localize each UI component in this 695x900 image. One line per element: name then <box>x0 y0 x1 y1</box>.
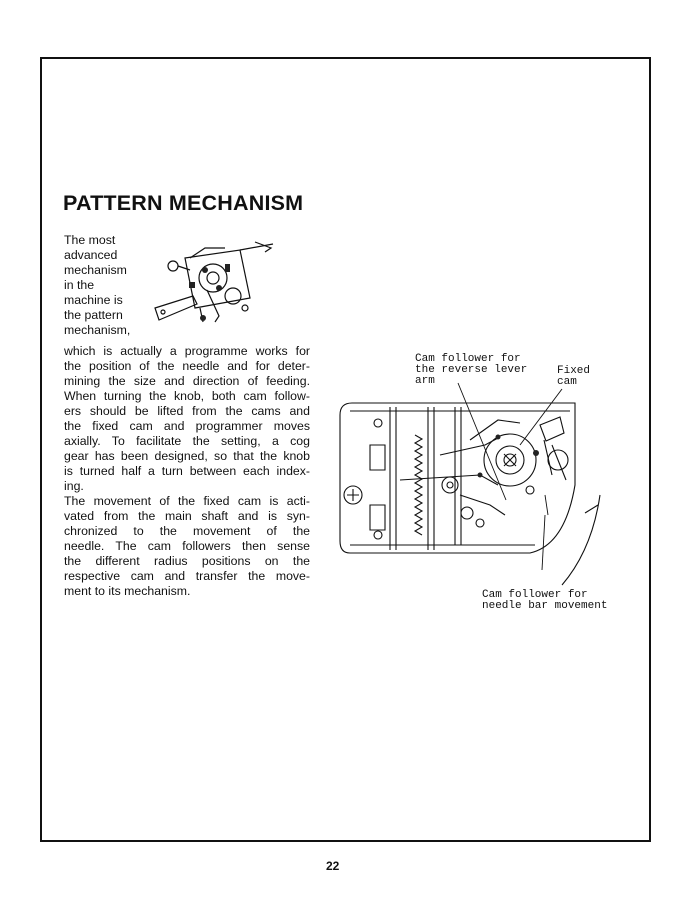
label-needle-bar-follower: Cam follower for needle bar movement <box>482 589 608 612</box>
body-line: is turned half a turn between each index- <box>64 464 310 478</box>
label-reverse-lever-follower: Cam follower for the reverse lever arm <box>415 353 528 387</box>
intro-line: mechanism <box>64 263 127 277</box>
body-line: the position of the needle and for deter- <box>64 359 310 373</box>
leader-needle <box>542 515 545 570</box>
body-line: the fixed cam and programmer moves <box>64 419 310 433</box>
body-line: When turning the knob, both cam follow- <box>64 389 310 403</box>
page-title: PATTERN MECHANISM <box>63 191 304 215</box>
intro-line: machine is <box>64 293 123 307</box>
intro-line: advanced <box>64 248 118 262</box>
leader-reverse <box>458 383 506 500</box>
body-line: gear has been designed, so that the knob <box>64 449 310 463</box>
intro-line: the pattern <box>64 308 123 322</box>
body-line: ing. <box>64 479 84 493</box>
intro-line: in the <box>64 278 95 292</box>
body-line: The movement of the fixed cam is acti- <box>64 494 310 508</box>
body-line: needle. The cam followers then sense <box>64 539 310 553</box>
body-line: respective cam and transfer the move- <box>64 569 310 583</box>
body-text <box>64 344 310 599</box>
label-fixed-cam: Fixed cam <box>557 365 591 388</box>
intro-line: The most <box>64 233 116 247</box>
body-line: mining the size and direction of feeding. <box>64 374 310 388</box>
pattern-mechanism-thumbnail <box>145 238 275 338</box>
intro-line: mechanism, <box>64 323 131 337</box>
body-line: ment to its mechanism. <box>64 584 191 598</box>
body-line: the different radius positions on the <box>64 554 310 568</box>
body-line: ers should be lifted from the cams and <box>64 404 310 418</box>
body-line: vated from the main shaft and is syn- <box>64 509 310 523</box>
intro-text <box>64 233 154 338</box>
pattern-mechanism-diagram <box>330 345 605 590</box>
body-line: chronized to the movement of the <box>64 524 310 538</box>
body-line: which is actually a programme works for <box>64 344 310 358</box>
body-line: axially. To facilitate the setting, a cog <box>64 434 310 448</box>
page-number: 22 <box>326 859 340 873</box>
